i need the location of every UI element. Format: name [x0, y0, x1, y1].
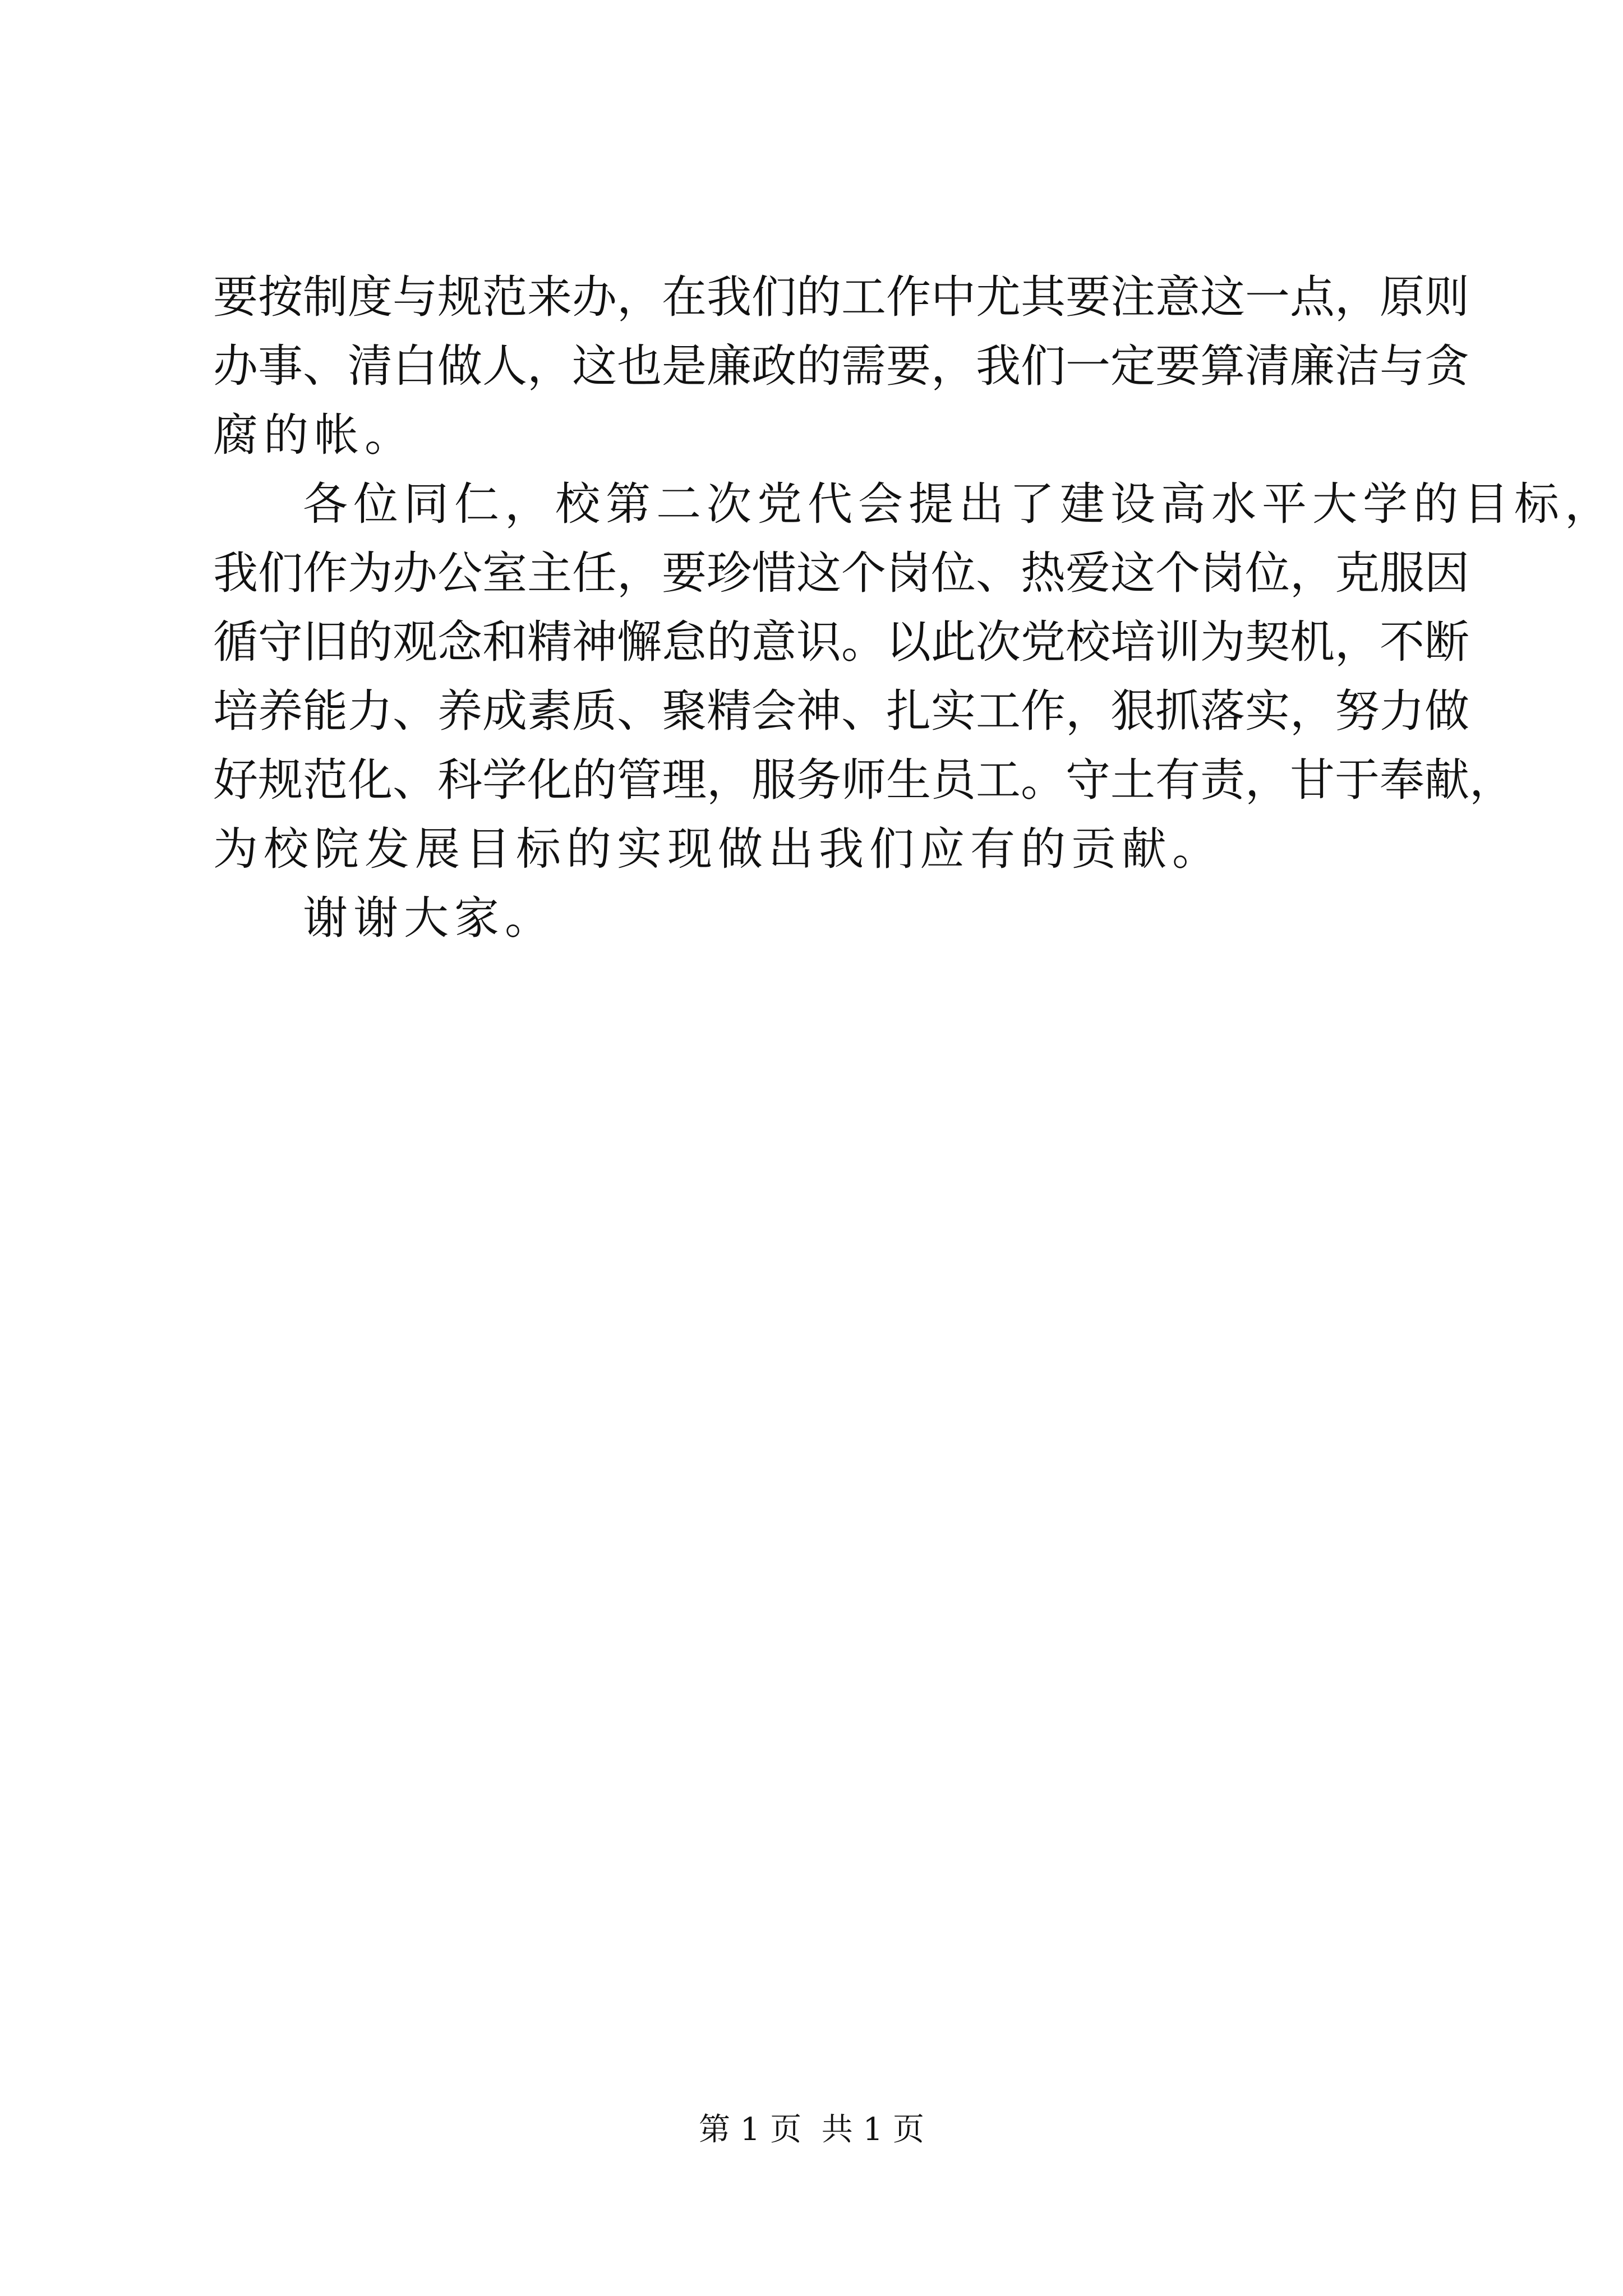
paragraph-line: 我们作为办公室主任，要珍惜这个岗位、热爱这个岗位，克服因 [213, 547, 1469, 599]
paragraph-line: 培养能力、养成素质、聚精会神、扎实工作，狠抓落实，努力做 [213, 685, 1469, 737]
paragraph-line: 腐的帐。 [213, 409, 415, 461]
paragraph-line: 循守旧的观念和精神懈怠的意识。以此次党校培训为契机，不断 [213, 616, 1469, 668]
document-body [213, 263, 1615, 953]
page-number-footer: 第 1 页 共 1 页 [698, 2111, 925, 2148]
paragraph-line: 为校院发展目标的实现做出我们应有的贡献。 [213, 823, 1223, 875]
paragraph-line: 要按制度与规范来办，在我们的工作中尤其要注意这一点，原则 [213, 271, 1469, 323]
paragraph-line: 谢谢大家。 [303, 892, 555, 944]
paragraph-line: 各位同仁，校第二次党代会提出了建设高水平大学的目标， [303, 478, 1615, 530]
paragraph-line: 办事、清白做人，这也是廉政的需要，我们一定要算清廉洁与贪 [213, 340, 1469, 392]
paragraph-line: 好规范化、科学化的管理，服务师生员工。守土有责，甘于奉献， [213, 754, 1514, 806]
